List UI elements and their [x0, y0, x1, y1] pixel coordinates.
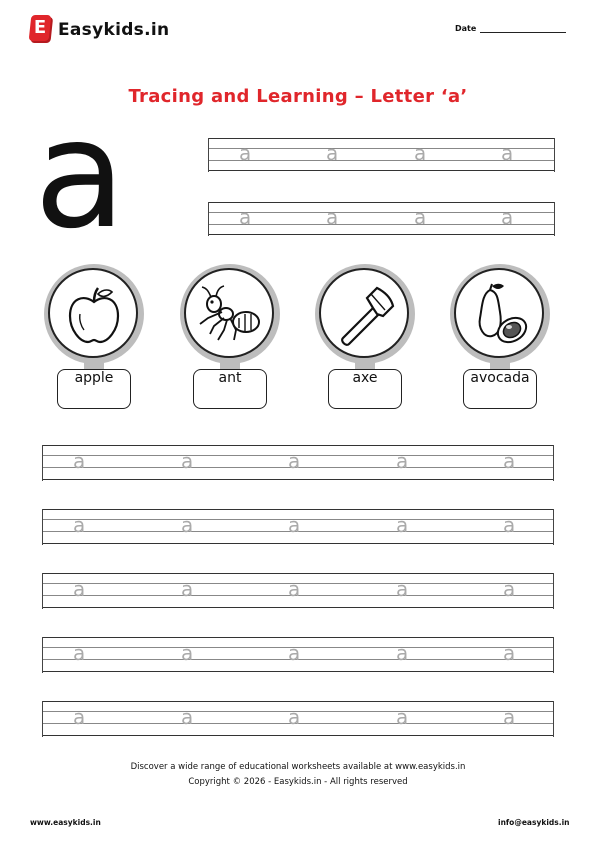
trace-row: [208, 202, 555, 236]
trace-glyph: a: [288, 641, 301, 665]
trace-row: [42, 509, 554, 545]
trace-row: [42, 445, 554, 481]
trace-glyph: a: [503, 641, 516, 665]
brand-name: Easykids.in: [58, 20, 170, 40]
word-label: avocada: [463, 369, 537, 409]
trace-glyph: a: [288, 705, 301, 729]
trace-glyph: a: [326, 205, 339, 229]
trace-glyph: a: [181, 513, 194, 537]
trace-glyph: a: [396, 705, 409, 729]
trace-glyph: a: [396, 641, 409, 665]
word-label: apple: [57, 369, 131, 409]
date-line: [480, 32, 566, 33]
logo-icon: E: [29, 15, 52, 41]
trace-glyph: a: [396, 513, 409, 537]
trace-glyph: a: [503, 513, 516, 537]
trace-glyph: a: [414, 141, 427, 165]
avocado-icon: [454, 268, 546, 360]
page-title: Tracing and Learning – Letter ‘a’: [128, 86, 468, 107]
trace-glyph: a: [288, 449, 301, 473]
trace-row: [208, 138, 555, 172]
trace-glyph: a: [288, 513, 301, 537]
trace-glyph: a: [73, 705, 86, 729]
big-letter: a: [34, 88, 126, 262]
trace-glyph: a: [239, 205, 252, 229]
trace-glyph: a: [239, 141, 252, 165]
trace-glyph: a: [288, 577, 301, 601]
trace-glyph: a: [503, 577, 516, 601]
trace-glyph: a: [181, 705, 194, 729]
trace-row: [42, 637, 554, 673]
trace-glyph: a: [396, 449, 409, 473]
trace-glyph: a: [326, 141, 339, 165]
trace-glyph: a: [501, 205, 514, 229]
trace-row: [42, 701, 554, 737]
trace-glyph: a: [73, 577, 86, 601]
footer-promo: Discover a wide range of educational worksheets available at www.easykids.in: [130, 762, 466, 772]
trace-row: [42, 573, 554, 609]
date-label: Date: [455, 24, 477, 33]
footer-site-link[interactable]: www.easykids.in: [30, 818, 101, 827]
word-label: ant: [193, 369, 267, 409]
apple-icon: [48, 268, 140, 360]
trace-glyph: a: [181, 641, 194, 665]
ant-icon: [184, 268, 276, 360]
footer-email-link[interactable]: info@easykids.in: [498, 818, 570, 827]
trace-glyph: a: [503, 449, 516, 473]
footer-copyright: Copyright © 2026 - Easykids.in - All rights reserved: [188, 777, 408, 787]
trace-glyph: a: [73, 449, 86, 473]
trace-glyph: a: [73, 513, 86, 537]
trace-glyph: a: [181, 577, 194, 601]
trace-glyph: a: [73, 641, 86, 665]
trace-glyph: a: [396, 577, 409, 601]
axe-icon: [319, 268, 411, 360]
trace-glyph: a: [414, 205, 427, 229]
trace-glyph: a: [181, 449, 194, 473]
word-label: axe: [328, 369, 402, 409]
trace-glyph: a: [501, 141, 514, 165]
trace-glyph: a: [503, 705, 516, 729]
